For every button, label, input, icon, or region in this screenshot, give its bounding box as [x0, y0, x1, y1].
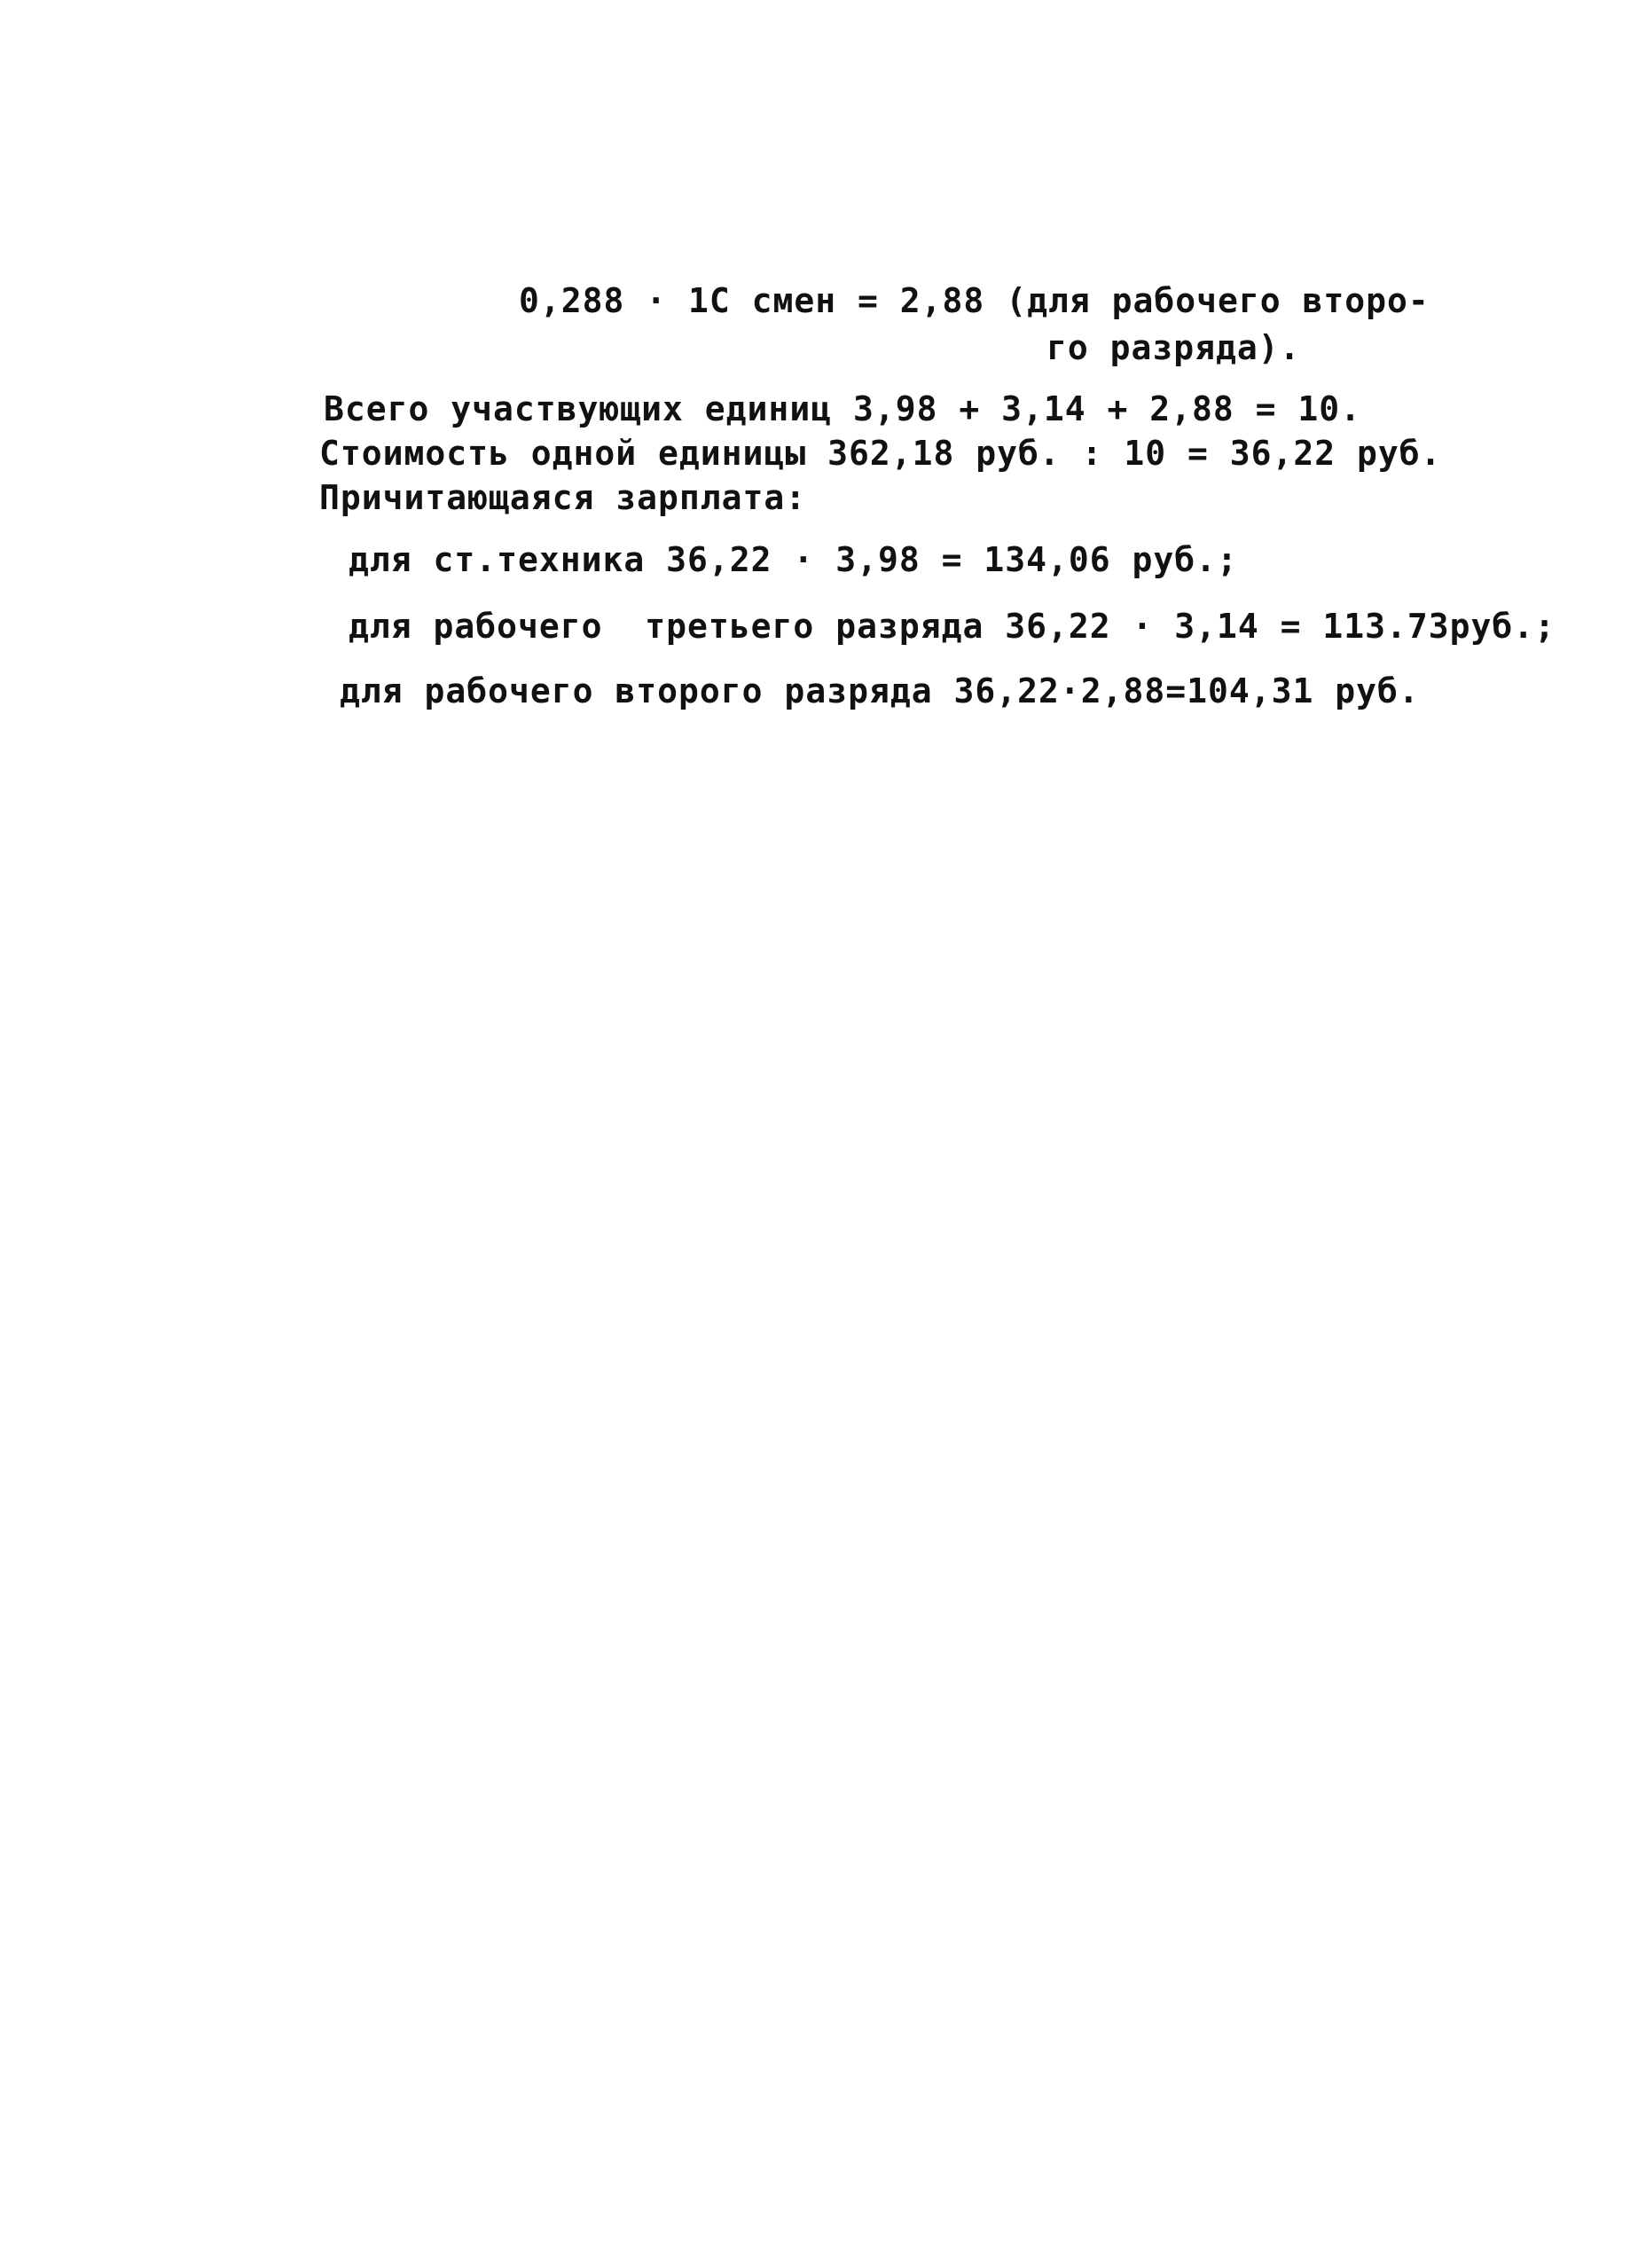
salary-heading: Причитающаяся зарплата: — [319, 478, 807, 517]
total-units-line: Всего участвующих единиц 3,98 + 3,14 + 2,88 = 10. — [324, 389, 1362, 428]
salary-senior-technician: для ст.техника 36,22 · 3,98 = 134,06 руб.; — [349, 540, 1238, 579]
salary-second-grade-worker: для рабочего второго разряда 36,22·2,88=104,31 руб. — [340, 671, 1420, 710]
formula-line-second-grade: 0,288 · 1С смен = 2,88 (для рабочего второ- — [519, 281, 1430, 320]
unit-cost-line: Стоимость одной единицы 362,18 руб. : 10 = 36,22 руб. — [319, 434, 1442, 473]
formula-line-continuation: го разряда). — [1046, 328, 1301, 367]
salary-third-grade-worker: для рабочего третьего разряда 36,22 · 3,14 = 113.73руб.; — [349, 607, 1556, 646]
